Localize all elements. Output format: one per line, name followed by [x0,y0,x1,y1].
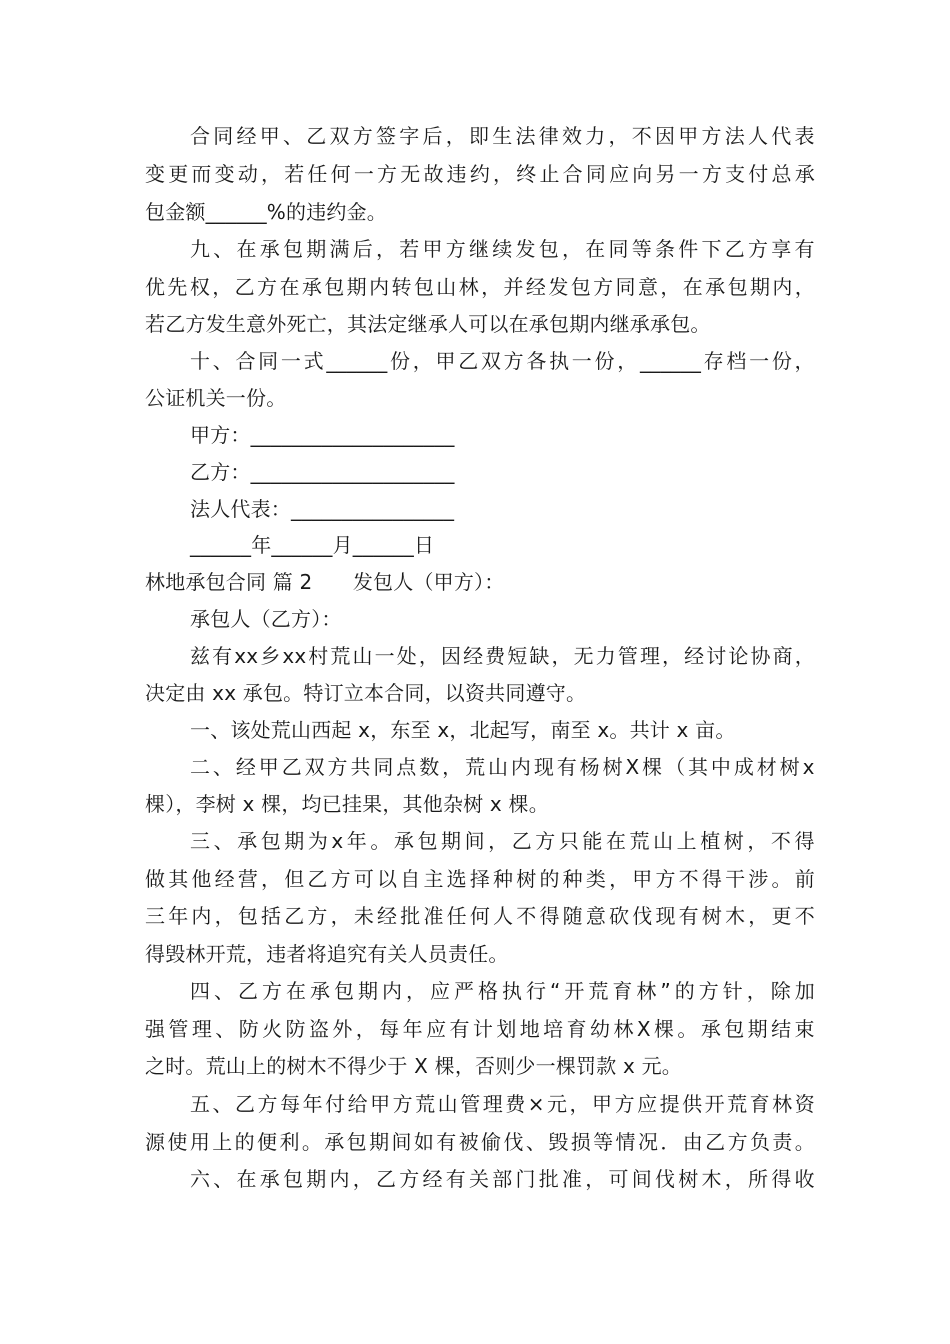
text-line: 优 先 权 ， 乙 方 在 承 包 期 内 转 包 山 林 ， 并 经 发 包 方 同 意 ， 在 承 包 期 内 ， [145,275,815,299]
text-line: 一、该处荒山西起 x，东至 x，北起写，南至 x。共计 x 亩。 [190,718,736,742]
text-line: 二 、 经 甲 乙 双 方 共 同 点 数 ， 荒 山 内 现 有 杨 树 X 棵 （ 其 中 成 材 树 x [190,755,815,779]
text-line: 之时。荒山上的树木不得少于 X 棵，否则少一棵罚款 x 元。 [145,1054,682,1078]
text-line: 六 、 在 承 包 期 内 ， 乙 方 经 有 关 部 门 批 准 ， 可 间 伐 树 木 ， 所 得 收 [190,1167,815,1191]
text-line: 五 、 乙 方 每 年 付 给 甲 方 荒 山 管 理 费 × 元 ， 甲 方 应 提 供 开 荒 育 林 资 [190,1092,815,1116]
text-line: 三 、 承 包 期 为 x 年 。 承 包 期 间 ， 乙 方 只 能 在 荒 山 上 植 树 ， 不 得 [190,829,815,853]
text-line: 兹 有 xx 乡 xx 村 荒 山 一 处 ， 因 经 费 短 缺 ， 无 力 管 理 ， 经 讨 论 协 商 ， [190,644,815,668]
text-line: 合 同 经 甲 、 乙 双 方 签 字 后 ， 即 生 法 律 效 力 ， 不 因 甲 方 法 人 代 表 [190,124,815,148]
text-line: 公证机关一份。 [145,386,287,410]
text-line: 得毁林开荒，违者将追究有关人员责任。 [145,942,509,966]
text-line: 三 年 内 ， 包 括 乙 方 ， 未 经 批 准 任 何 人 不 得 随 意 砍 伐 现 有 树 木 ， 更 不 [145,904,815,928]
signature-date: ______年______月______日 [190,533,435,557]
text-line: 承包人（乙方）： [190,607,342,631]
text-line: 九 、 在 承 包 期 满 后 ， 若 甲 方 继 续 发 包 ， 在 同 等 条 件 下 乙 方 享 有 [190,237,815,261]
signature-party-a: 甲方：____________________ [190,423,455,447]
section-heading: 林地承包合同 篇 2 发包人（甲方）： [145,570,505,594]
text-line: 变 更 而 变 动 ， 若 任 何 一 方 无 故 违 约 ， 终 止 合 同 应 向 另 一 方 支 付 总 承 [145,162,815,186]
text-line: 四 、 乙 方 在 承 包 期 内 ， 应 严 格 执 行 “ 开 荒 育 林 ” 的 方 针 ， 除 加 [190,979,815,1003]
signature-legal-rep: 法人代表：________________ [190,497,455,521]
signature-party-b: 乙方：____________________ [190,460,455,484]
text-line: 十 、 合 同 一 式 ______ 份 ， 甲 乙 双 方 各 执 一 份 ， ______ 存 档 一 份 ， [190,349,815,373]
text-line: 做 其 他 经 营 ， 但 乙 方 可 以 自 主 选 择 种 树 的 种 类 ， 甲 方 不 得 干 涉 。 前 [145,867,815,891]
text-line: 若乙方发生意外死亡，其法定继承人可以在承包期内继承承包。 [145,312,711,336]
text-line: 决定由 xx 承包。特订立本合同，以资共同遵守。 [145,681,587,705]
text-line: 棵），李树 x 棵，均已挂果，其他杂树 x 棵。 [145,792,549,816]
text-line: 源 使 用 上 的 便 利 。 承 包 期 间 如 有 被 偷 伐 、 毁 损 等 情 况 ． 由 乙 方 负 责 。 [145,1130,815,1154]
text-line: 包金额______%的违约金。 [145,200,388,224]
text-line: 强 管 理 、 防 火 防 盗 外 ， 每 年 应 有 计 划 地 培 育 幼 林 X 棵 。 承 包 期 结 束 [145,1017,815,1041]
